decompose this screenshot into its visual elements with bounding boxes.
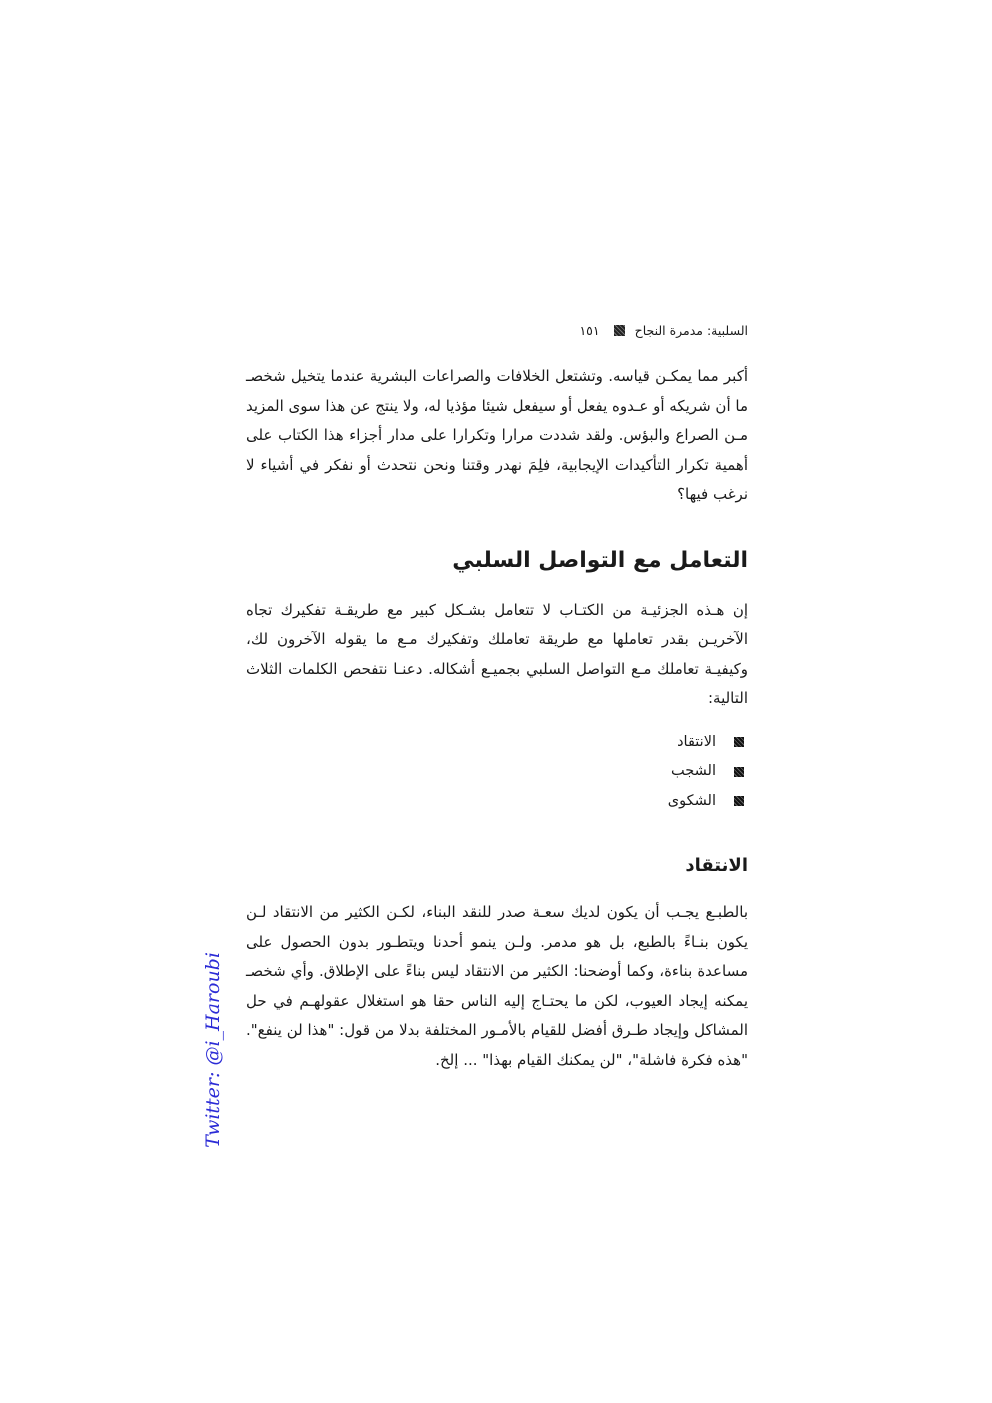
bullet-list: [246, 728, 748, 817]
square-bullet-icon: [734, 796, 744, 806]
chapter-title: السلبية: مدمرة النجاح: [634, 322, 748, 338]
square-bullet-icon: [734, 737, 744, 747]
square-ornament-icon: [614, 325, 625, 336]
list-item-label: الشكوى: [667, 792, 716, 809]
square-bullet-icon: [734, 767, 744, 777]
subsection-paragraph: بالطبـع يجـب أن يكون لديك سعـة صدر للنقد البناء، لكـن الكثير من الانتقاد لـن يكون بنـاءً بالطبع، بل هو مدمر. ولـن ينمو أحدنا ويتطـور بدون الحصول على مساعدة بناءة، وكما أوضحنا: الكثير من الانتقاد ليس بناءً على الإطلاق. وأي شخصـ يمكنه إيجاد العيوب، لكن ما يحتـاج إليه الناس حقا هو استغلال عقولهـم في حل المشاكل وإيجاد طـرق أفضل للقيام بالأمـور المختلفة بدلا من قول: "هذا لن ينفع". "هذه فكرة فاشلة"، "لن يمكنك القيام بهذا" ... إلخ.: [246, 903, 748, 1069]
running-head: [246, 318, 748, 342]
list-item-label: الانتقاد: [677, 733, 716, 750]
twitter-watermark: Twitter: @i_Haroubi: [202, 952, 224, 1148]
book-page: [246, 318, 748, 1075]
list-item: [246, 728, 744, 758]
subsection-heading: الانتقاد: [685, 855, 748, 876]
list-item: [246, 787, 744, 817]
list-item-label: الشجب: [671, 763, 716, 779]
page-number: ١٥١: [579, 322, 600, 338]
list-item: [246, 757, 744, 787]
intro-paragraph: أكبر مما يمكـن قياسه. وتشتعل الخلافات والصراعات البشرية عندما يتخيل شخصـ ما أن شريكه أو عـدوه يفعل أو سيفعل شيئا مؤذيا له، ولا ينتج عن هذا سوى المزيد مـن الصراع والبؤس. ولقد شددت مرارا وتكرارا على مدار أجزاء هذا الكتاب على أهمية تكرار التأكيدات الإيجابية، فلِمَ نهدر وقتنا ونحن نتحدث أو نفكر في أشياء لا نرغب فيها؟: [246, 367, 748, 503]
section-heading: التعامل مع التواصل السلبي: [452, 547, 748, 573]
section-paragraph: إن هـذه الجزئيـة من الكتـاب لا تتعامل بشـكل كبير مع طريقـة تفكيرك تجاه الآخريـن بقدر تعاملها مع طريقة تعاملك وتفكيرك مـع ما يقوله الآخرون لك، وكيفيـة تعاملك مـع التواصل السلبي بجميـع أشكاله. دعنـا نتفحص الكلمات الثلاث التالية:: [246, 600, 748, 707]
